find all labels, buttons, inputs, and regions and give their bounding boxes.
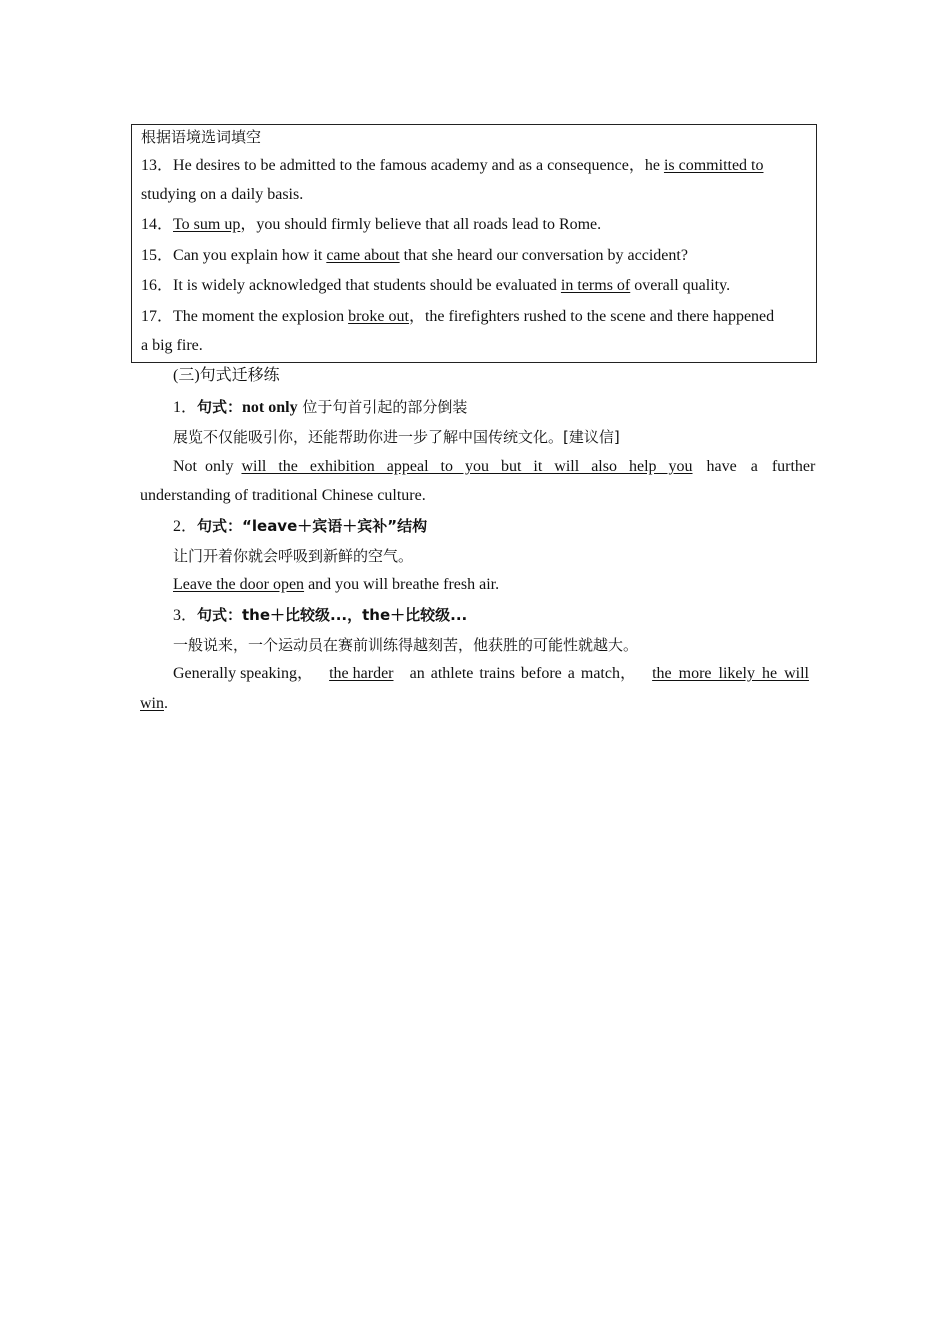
pattern-1-english-line2: understanding of traditional Chinese culture. [140, 487, 426, 504]
answer-13: is committed to [663, 157, 764, 174]
item-17: 17．The moment the explosion broke out，the firefighters rushed to the scene and there happened [141, 308, 775, 325]
pattern-3-label: 3．句式：the＋比较级...，the＋比较级... [173, 606, 468, 624]
item-15: 15．Can you explain how it came about that she heard our conversation by accident? [141, 247, 688, 264]
pattern-1-label: 1．句式：not only 位于句首引起的部分倒装 [173, 398, 468, 416]
item-14: 14．To sum up，you should firmly believe that all roads lead to Rome. [141, 216, 602, 233]
pattern-3-answer-3: win [140, 695, 164, 712]
exercise-box [131, 124, 817, 363]
answer-17: broke out [348, 308, 409, 325]
pattern-3-english: Generally speaking， the harder an athlete trains before a match， the more likely he will [173, 665, 809, 682]
section-heading: (三)句式迁移练 [173, 367, 280, 384]
item-13-line2: studying on a daily basis. [141, 186, 304, 203]
pattern-1-english: Not only will the exhibition appeal to you but it will also help you have a further [173, 458, 816, 475]
pattern-1-answer: will the exhibition appeal to you but it will also help you [241, 458, 693, 475]
item-13: 13．He desires to be admitted to the famous academy and as a consequence，he is committed to [141, 157, 764, 174]
pattern-3-english-line2: win. [140, 695, 168, 712]
box-title: 根据语境选词填空 [141, 128, 262, 146]
pattern-3-chinese: 一般说来，一个运动员在赛前训练得越刻苦，他获胜的可能性就越大。 [173, 636, 639, 654]
answer-14: To sum up [173, 216, 241, 233]
pattern-2-english: Leave the door open and you will breathe fresh air. [173, 576, 500, 593]
pattern-3-answer-2: the more likely he will [652, 665, 809, 682]
answer-16: in terms of [560, 277, 631, 294]
pattern-2-answer: Leave the door open [173, 576, 305, 593]
pattern-2-label: 2．句式：“leave＋宾语＋宾补”结构 [173, 517, 428, 535]
pattern-3-answer-1: the harder [329, 665, 394, 682]
item-17-line2: a big fire. [141, 337, 203, 354]
answer-15: came about [326, 247, 400, 264]
pattern-2-chinese: 让门开着你就会呼吸到新鲜的空气。 [173, 547, 414, 565]
item-16: 16．It is widely acknowledged that students should be evaluated in terms of overall quality. [141, 277, 731, 294]
pattern-1-chinese: 展览不仅能吸引你，还能帮助你进一步了解中国传统文化。[建议信] [173, 428, 620, 446]
